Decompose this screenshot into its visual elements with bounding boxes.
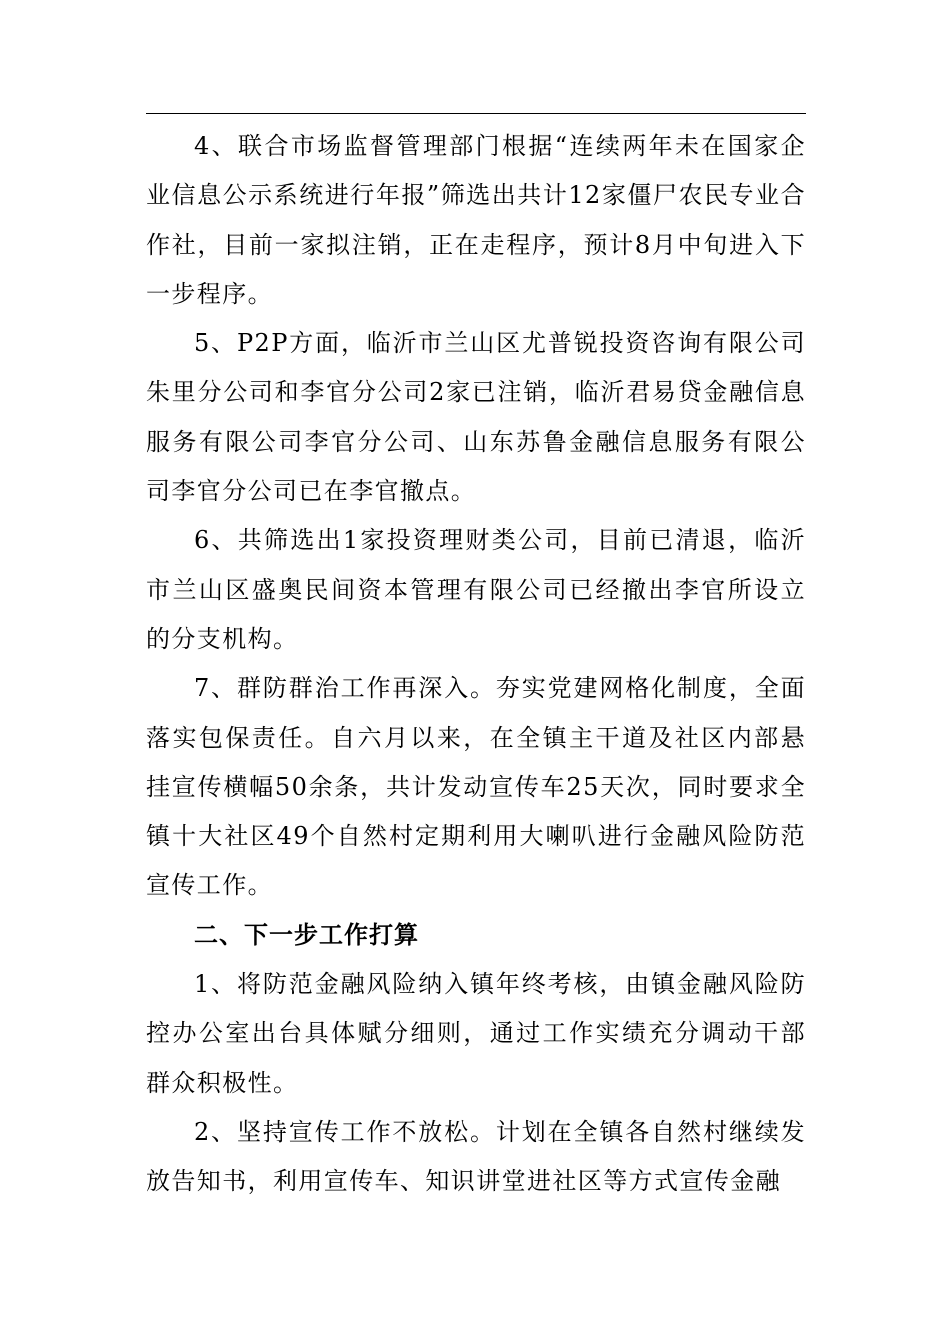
paragraph-item-4: 4、联合市场监督管理部门根据“连续两年未在国家企业信息公示系统进行年报”筛选出共计12家僵尸农民专业合作社，目前一家拟注销，正在走程序，预计8月中旬进入下一步程序。 bbox=[146, 132, 806, 308]
paragraph-item-7: 7、群防群治工作再深入。夯实党建网格化制度，全面落实包保责任。自六月以来，在全镇主干道及社区内部悬挂宣传横幅50余条，共计发动宣传车25天次，同时要求全镇十大社区49个自然村定期利用大喇叭进行金融风险防范宣传工作。 bbox=[146, 674, 806, 900]
document-body bbox=[146, 122, 806, 1207]
paragraph-item-5: 5、P2P方面，临沂市兰山区尤普锐投资咨询有限公司朱里分公司和李官分公司2家已注销，临沂君易贷金融信息服务有限公司李官分公司、山东苏鲁金融信息服务有限公司李官分公司已在李官撤点。 bbox=[146, 329, 806, 506]
plan-paragraph-2: 2、坚持宣传工作不放松。计划在全镇各自然村继续发放告知书，利用宣传车、知识讲堂进社区等方式宣传金融 bbox=[146, 1117, 806, 1196]
section-heading: 二、下一步工作打算 bbox=[194, 920, 419, 949]
paragraph-item-6: 6、共筛选出1家投资理财类公司，目前已清退，临沂市兰山区盛奥民间资本管理有限公司已经撤出李官所设立的分支机构。 bbox=[146, 526, 806, 653]
plan-paragraph-1: 1、将防范金融风险纳入镇年终考核，由镇金融风险防控办公室出台具体赋分细则，通过工作实绩充分调动干部群众积极性。 bbox=[146, 970, 806, 1097]
header-rule bbox=[146, 113, 806, 114]
